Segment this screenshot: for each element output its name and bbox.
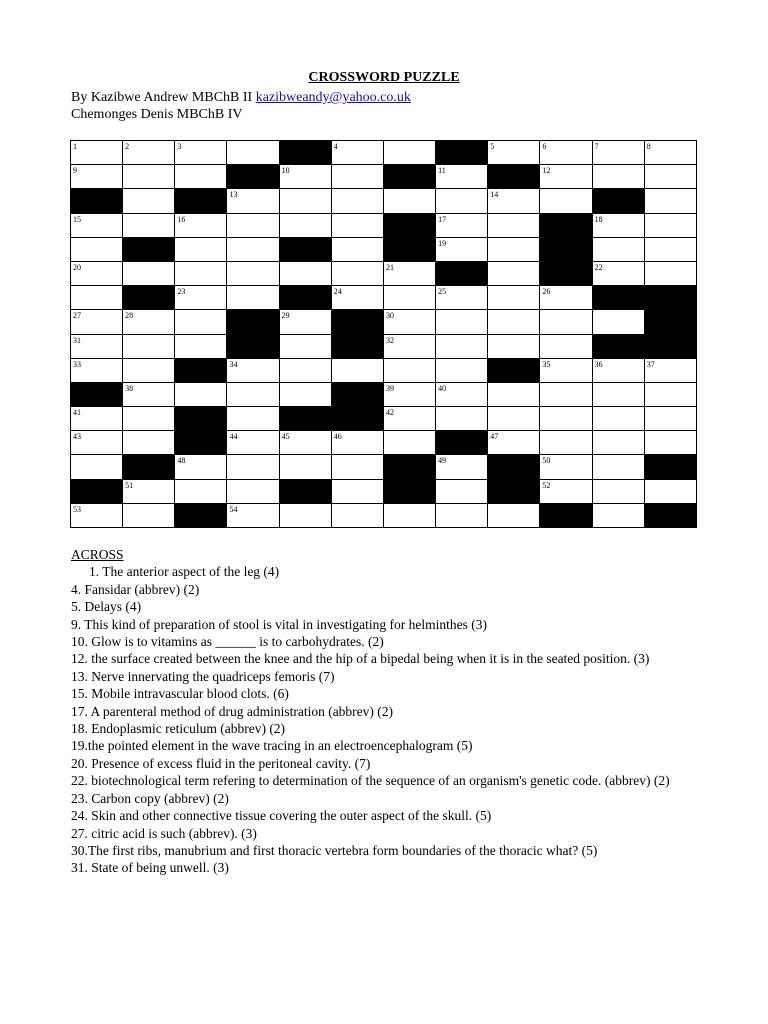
grid-row	[71, 286, 697, 310]
grid-row	[71, 165, 697, 189]
cell-number: 44	[229, 432, 238, 442]
grid-cell[interactable]	[644, 165, 696, 189]
black-cell	[488, 479, 540, 503]
cell-number: 33	[73, 359, 81, 369]
grid-cell[interactable]	[488, 310, 540, 334]
grid-cell[interactable]	[279, 455, 331, 479]
grid-cell[interactable]	[383, 310, 435, 334]
grid-cell[interactable]	[279, 358, 331, 382]
black-cell	[227, 310, 279, 334]
grid-cell[interactable]	[123, 358, 175, 382]
cell-number: 46	[333, 432, 342, 442]
grid-cell[interactable]	[71, 358, 123, 382]
grid-cell[interactable]	[123, 189, 175, 213]
across-clue: 22. biotechnological term refering to determination of the sequence of an organism's genetic code. (abbrev) (2)	[71, 773, 670, 789]
across-clues-section	[71, 546, 711, 877]
cell-number: 8	[646, 142, 651, 151]
grid-cell[interactable]	[175, 213, 227, 237]
grid-cell[interactable]	[644, 189, 696, 213]
black-cell	[279, 286, 331, 310]
grid-cell[interactable]	[175, 455, 227, 479]
grid-cell[interactable]	[540, 165, 592, 189]
grid-cell[interactable]	[123, 503, 175, 527]
grid-cell[interactable]	[123, 382, 175, 406]
black-cell	[175, 358, 227, 382]
grid-cell[interactable]	[592, 503, 644, 527]
cell-number: 31	[73, 335, 81, 345]
grid-cell[interactable]	[644, 237, 696, 261]
grid-cell[interactable]	[592, 382, 644, 406]
cell-number: 15	[73, 214, 81, 224]
grid-cell[interactable]	[331, 165, 383, 189]
author-line-2: Chemonges Denis MBChB IV	[71, 107, 243, 122]
black-cell	[644, 286, 696, 310]
cell-number: 38	[125, 383, 134, 393]
black-cell	[540, 237, 592, 261]
grid-cell[interactable]	[383, 382, 435, 406]
across-clue: 10. Glow is to vitamins as ______ is to carbohydrates. (2)	[71, 634, 384, 650]
cell-number: 54	[229, 504, 238, 514]
grid-cell[interactable]	[71, 407, 123, 431]
grid-cell[interactable]	[279, 213, 331, 237]
author-email-link[interactable]: kazibweandy@yahoo.co.uk	[255, 90, 411, 105]
grid-cell[interactable]	[227, 237, 279, 261]
cell-number: 42	[385, 408, 394, 418]
grid-cell[interactable]	[436, 165, 488, 189]
grid-cell[interactable]	[488, 334, 540, 358]
grid-cell[interactable]	[592, 261, 644, 285]
grid-row	[71, 503, 697, 527]
grid-cell[interactable]	[488, 261, 540, 285]
grid-row	[71, 358, 697, 382]
grid-cell[interactable]	[436, 334, 488, 358]
grid-cell[interactable]	[644, 431, 696, 455]
grid-cell[interactable]	[644, 382, 696, 406]
cell-number: 50	[542, 456, 551, 466]
cell-number: 20	[73, 262, 81, 272]
black-cell	[331, 382, 383, 406]
grid-cell[interactable]	[540, 431, 592, 455]
grid-cell[interactable]	[436, 237, 488, 261]
black-cell	[331, 310, 383, 334]
grid-cell[interactable]	[331, 189, 383, 213]
grid-cell[interactable]	[227, 286, 279, 310]
grid-cell[interactable]	[488, 189, 540, 213]
black-cell	[592, 286, 644, 310]
black-cell	[331, 407, 383, 431]
cell-number: 24	[333, 287, 342, 297]
cell-number: 18	[594, 214, 603, 224]
grid-cell[interactable]	[175, 310, 227, 334]
across-clue: 27. citric acid is such (abbrev). (3)	[71, 825, 257, 841]
grid-cell[interactable]	[71, 455, 123, 479]
grid-cell[interactable]	[540, 334, 592, 358]
cell-number: 19	[438, 238, 447, 248]
grid-cell[interactable]	[592, 407, 644, 431]
grid-cell[interactable]	[175, 261, 227, 285]
cell-number: 39	[385, 383, 394, 393]
across-clue: 23. Carbon copy (abbrev) (2)	[71, 790, 229, 806]
black-cell	[279, 479, 331, 503]
grid-cell[interactable]	[644, 213, 696, 237]
grid-cell[interactable]	[71, 237, 123, 261]
grid-cell[interactable]	[227, 261, 279, 285]
grid-cell[interactable]	[592, 165, 644, 189]
grid-cell[interactable]	[383, 358, 435, 382]
cell-number: 25	[438, 287, 447, 297]
grid-cell[interactable]	[383, 141, 435, 165]
black-cell	[383, 213, 435, 237]
cell-number: 21	[385, 262, 394, 272]
grid-cell[interactable]	[540, 141, 592, 165]
grid-row	[71, 189, 697, 213]
black-cell	[331, 334, 383, 358]
grid-cell[interactable]	[436, 358, 488, 382]
author-line-1	[71, 89, 411, 106]
cell-number: 53	[73, 504, 81, 514]
across-clue: 30.The first ribs, manubrium and first thoracic vertebra form boundaries of the thoracic what? (5)	[71, 842, 598, 858]
grid-cell[interactable]	[123, 310, 175, 334]
black-cell	[175, 431, 227, 455]
grid-cell[interactable]	[71, 431, 123, 455]
grid-cell[interactable]	[175, 165, 227, 189]
grid-cell[interactable]	[644, 141, 696, 165]
grid-cell[interactable]	[540, 455, 592, 479]
cell-number: 49	[438, 456, 447, 466]
cell-number: 45	[281, 432, 290, 442]
cell-number: 16	[177, 214, 186, 224]
cell-number: 36	[594, 359, 603, 369]
cell-number: 1	[73, 142, 77, 151]
grid-cell[interactable]	[123, 213, 175, 237]
cell-number: 47	[490, 432, 499, 442]
grid-cell[interactable]	[436, 479, 488, 503]
black-cell	[488, 358, 540, 382]
grid-cell[interactable]	[540, 407, 592, 431]
grid-cell[interactable]	[279, 431, 331, 455]
across-clue: 24. Skin and other connective tissue covering the outer aspect of the skull. (5)	[71, 808, 492, 824]
cell-number: 7	[594, 142, 599, 151]
grid-cell[interactable]	[175, 286, 227, 310]
grid-cell[interactable]	[488, 213, 540, 237]
cell-number: 17	[438, 214, 447, 224]
grid-cell[interactable]	[383, 189, 435, 213]
black-cell	[592, 189, 644, 213]
grid-cell[interactable]	[227, 503, 279, 527]
grid-cell[interactable]	[383, 286, 435, 310]
grid-row	[71, 455, 697, 479]
grid-cell[interactable]	[71, 286, 123, 310]
grid-cell[interactable]	[175, 141, 227, 165]
grid-cell[interactable]	[436, 455, 488, 479]
grid-cell[interactable]	[540, 189, 592, 213]
across-clue: 4. Fansidar (abbrev) (2)	[71, 581, 200, 597]
grid-cell[interactable]	[488, 141, 540, 165]
grid-cell[interactable]	[592, 310, 644, 334]
grid-cell[interactable]	[123, 334, 175, 358]
grid-cell[interactable]	[592, 237, 644, 261]
grid-cell[interactable]	[71, 310, 123, 334]
cell-number: 12	[542, 166, 551, 176]
across-clue: 17. A parenteral method of drug administration (abbrev) (2)	[71, 703, 394, 719]
cell-number: 13	[229, 190, 238, 200]
cell-number: 51	[125, 480, 134, 490]
grid-cell[interactable]	[71, 503, 123, 527]
grid-cell[interactable]	[644, 479, 696, 503]
grid-cell[interactable]	[540, 310, 592, 334]
grid-row	[71, 310, 697, 334]
grid-cell[interactable]	[331, 503, 383, 527]
grid-cell[interactable]	[175, 382, 227, 406]
grid-cell[interactable]	[644, 358, 696, 382]
grid-cell[interactable]	[279, 189, 331, 213]
black-cell	[71, 189, 123, 213]
grid-cell[interactable]	[71, 165, 123, 189]
cell-number: 48	[177, 456, 186, 466]
grid-cell[interactable]	[279, 165, 331, 189]
grid-cell[interactable]	[279, 382, 331, 406]
grid-row	[71, 261, 697, 285]
black-cell	[279, 141, 331, 165]
grid-cell[interactable]	[488, 286, 540, 310]
grid-cell[interactable]	[123, 431, 175, 455]
black-cell	[123, 237, 175, 261]
grid-cell[interactable]	[227, 358, 279, 382]
cell-number: 43	[73, 432, 81, 442]
black-cell	[279, 237, 331, 261]
across-clue: 15. Mobile intravascular blood clots. (6)	[71, 686, 289, 702]
black-cell	[488, 455, 540, 479]
black-cell	[383, 479, 435, 503]
grid-cell[interactable]	[540, 286, 592, 310]
grid-cell[interactable]	[644, 407, 696, 431]
cell-number: 5	[490, 142, 495, 151]
cell-number: 22	[594, 262, 603, 272]
grid-row	[71, 407, 697, 431]
grid-cell[interactable]	[488, 237, 540, 261]
grid-cell[interactable]	[331, 431, 383, 455]
grid-cell[interactable]	[540, 479, 592, 503]
grid-row	[71, 431, 697, 455]
grid-cell[interactable]	[436, 407, 488, 431]
black-cell	[488, 165, 540, 189]
grid-cell[interactable]	[436, 310, 488, 334]
grid-cell[interactable]	[383, 334, 435, 358]
author-name-1: By Kazibwe Andrew MBChB II	[71, 90, 253, 105]
black-cell	[592, 334, 644, 358]
grid-cell[interactable]	[436, 189, 488, 213]
grid-cell[interactable]	[71, 141, 123, 165]
grid-cell[interactable]	[592, 141, 644, 165]
cell-number: 3	[177, 142, 182, 151]
black-cell	[71, 479, 123, 503]
black-cell	[175, 407, 227, 431]
grid-cell[interactable]	[227, 455, 279, 479]
black-cell	[227, 165, 279, 189]
cell-number: 40	[438, 383, 447, 393]
across-clue-list	[71, 563, 711, 876]
across-clue: 20. Presence of excess fluid in the peritoneal cavity. (7)	[71, 755, 371, 771]
black-cell	[436, 431, 488, 455]
grid-cell[interactable]	[227, 382, 279, 406]
grid-cell[interactable]	[436, 213, 488, 237]
grid-cell[interactable]	[436, 503, 488, 527]
black-cell	[540, 503, 592, 527]
black-cell	[175, 189, 227, 213]
grid-cell[interactable]	[331, 286, 383, 310]
cell-number: 41	[73, 408, 81, 418]
black-cell	[540, 213, 592, 237]
black-cell	[383, 165, 435, 189]
black-cell	[540, 261, 592, 285]
grid-cell[interactable]	[436, 286, 488, 310]
cell-number: 29	[281, 311, 290, 321]
grid-cell[interactable]	[279, 310, 331, 334]
black-cell	[71, 382, 123, 406]
grid-cell[interactable]	[175, 334, 227, 358]
grid-cell[interactable]	[331, 455, 383, 479]
cell-number: 37	[646, 359, 655, 369]
grid-row	[71, 213, 697, 237]
cell-number: 35	[542, 359, 551, 369]
grid-row	[71, 334, 697, 358]
grid-cell[interactable]	[436, 382, 488, 406]
grid-cell[interactable]	[71, 334, 123, 358]
across-clue: 19.the pointed element in the wave tracing in an electroencephalogram (5)	[71, 738, 473, 754]
grid-cell[interactable]	[227, 213, 279, 237]
grid-cell[interactable]	[123, 261, 175, 285]
grid-cell[interactable]	[383, 503, 435, 527]
grid-cell[interactable]	[488, 431, 540, 455]
grid-cell[interactable]	[383, 407, 435, 431]
black-cell	[644, 503, 696, 527]
black-cell	[383, 455, 435, 479]
black-cell	[175, 503, 227, 527]
cell-number: 11	[438, 166, 446, 176]
cell-number: 27	[73, 311, 81, 321]
across-clue: 18. Endoplasmic reticulum (abbrev) (2)	[71, 721, 286, 737]
grid-row	[71, 141, 697, 165]
cell-number: 2	[125, 142, 130, 151]
grid-cell[interactable]	[383, 431, 435, 455]
grid-cell[interactable]	[644, 261, 696, 285]
grid-cell[interactable]	[592, 213, 644, 237]
grid-cell[interactable]	[227, 479, 279, 503]
grid-cell[interactable]	[488, 407, 540, 431]
grid-cell[interactable]	[123, 165, 175, 189]
cell-number: 9	[73, 166, 77, 176]
black-cell	[436, 141, 488, 165]
grid-cell[interactable]	[227, 141, 279, 165]
grid-cell[interactable]	[227, 407, 279, 431]
grid-cell[interactable]	[488, 503, 540, 527]
grid-cell[interactable]	[331, 479, 383, 503]
grid-cell[interactable]	[592, 431, 644, 455]
grid-cell[interactable]	[331, 261, 383, 285]
grid-cell[interactable]	[331, 237, 383, 261]
cell-number: 6	[542, 142, 547, 151]
grid-cell[interactable]	[592, 479, 644, 503]
grid-cell[interactable]	[592, 358, 644, 382]
grid-cell[interactable]	[383, 261, 435, 285]
grid-cell[interactable]	[540, 382, 592, 406]
page-title: CROSSWORD PUZZLE	[308, 70, 460, 85]
grid-cell[interactable]	[71, 213, 123, 237]
across-clue: 9. This kind of preparation of stool is vital in investigating for helminthes (3)	[71, 616, 487, 632]
grid-cell[interactable]	[227, 189, 279, 213]
grid-cell[interactable]	[123, 141, 175, 165]
black-cell	[644, 310, 696, 334]
grid-cell[interactable]	[279, 261, 331, 285]
grid-cell[interactable]	[331, 141, 383, 165]
black-cell	[123, 455, 175, 479]
cell-number: 14	[490, 190, 499, 200]
cell-number: 32	[385, 335, 394, 345]
grid-cell[interactable]	[592, 455, 644, 479]
across-heading: ACROSS	[71, 547, 124, 562]
grid-cell[interactable]	[71, 261, 123, 285]
cell-number: 34	[229, 359, 238, 369]
grid-cell[interactable]	[331, 358, 383, 382]
black-cell	[227, 334, 279, 358]
grid-row	[71, 479, 697, 503]
across-clue: 31. State of being unwell. (3)	[71, 860, 229, 876]
grid-cell[interactable]	[488, 382, 540, 406]
across-clue: 1. The anterior aspect of the leg (4)	[89, 564, 280, 580]
across-clue: 12. the surface created between the knee and the hip of a bipedal being when it is in the seated position. (3)	[71, 651, 650, 667]
crossword-grid	[70, 140, 697, 528]
grid-cell[interactable]	[123, 479, 175, 503]
grid-cell[interactable]	[123, 407, 175, 431]
grid-row	[71, 382, 697, 406]
grid-row	[71, 237, 697, 261]
black-cell	[279, 407, 331, 431]
black-cell	[123, 286, 175, 310]
grid-cell[interactable]	[279, 503, 331, 527]
cell-number: 28	[125, 311, 134, 321]
cell-number: 10	[281, 166, 290, 176]
grid-cell[interactable]	[227, 431, 279, 455]
black-cell	[644, 455, 696, 479]
cell-number: 52	[542, 480, 551, 490]
cell-number: 26	[542, 287, 551, 297]
across-clue: 5. Delays (4)	[71, 599, 142, 615]
grid-cell[interactable]	[175, 479, 227, 503]
grid-cell[interactable]	[331, 213, 383, 237]
black-cell	[644, 334, 696, 358]
black-cell	[383, 237, 435, 261]
black-cell	[436, 261, 488, 285]
cell-number: 4	[333, 142, 338, 151]
grid-cell[interactable]	[540, 358, 592, 382]
across-clue: 13. Nerve innervating the quadriceps femoris (7)	[71, 668, 335, 684]
cell-number: 30	[385, 311, 394, 321]
cell-number: 23	[177, 287, 186, 297]
grid-cell[interactable]	[279, 334, 331, 358]
grid-cell[interactable]	[175, 237, 227, 261]
